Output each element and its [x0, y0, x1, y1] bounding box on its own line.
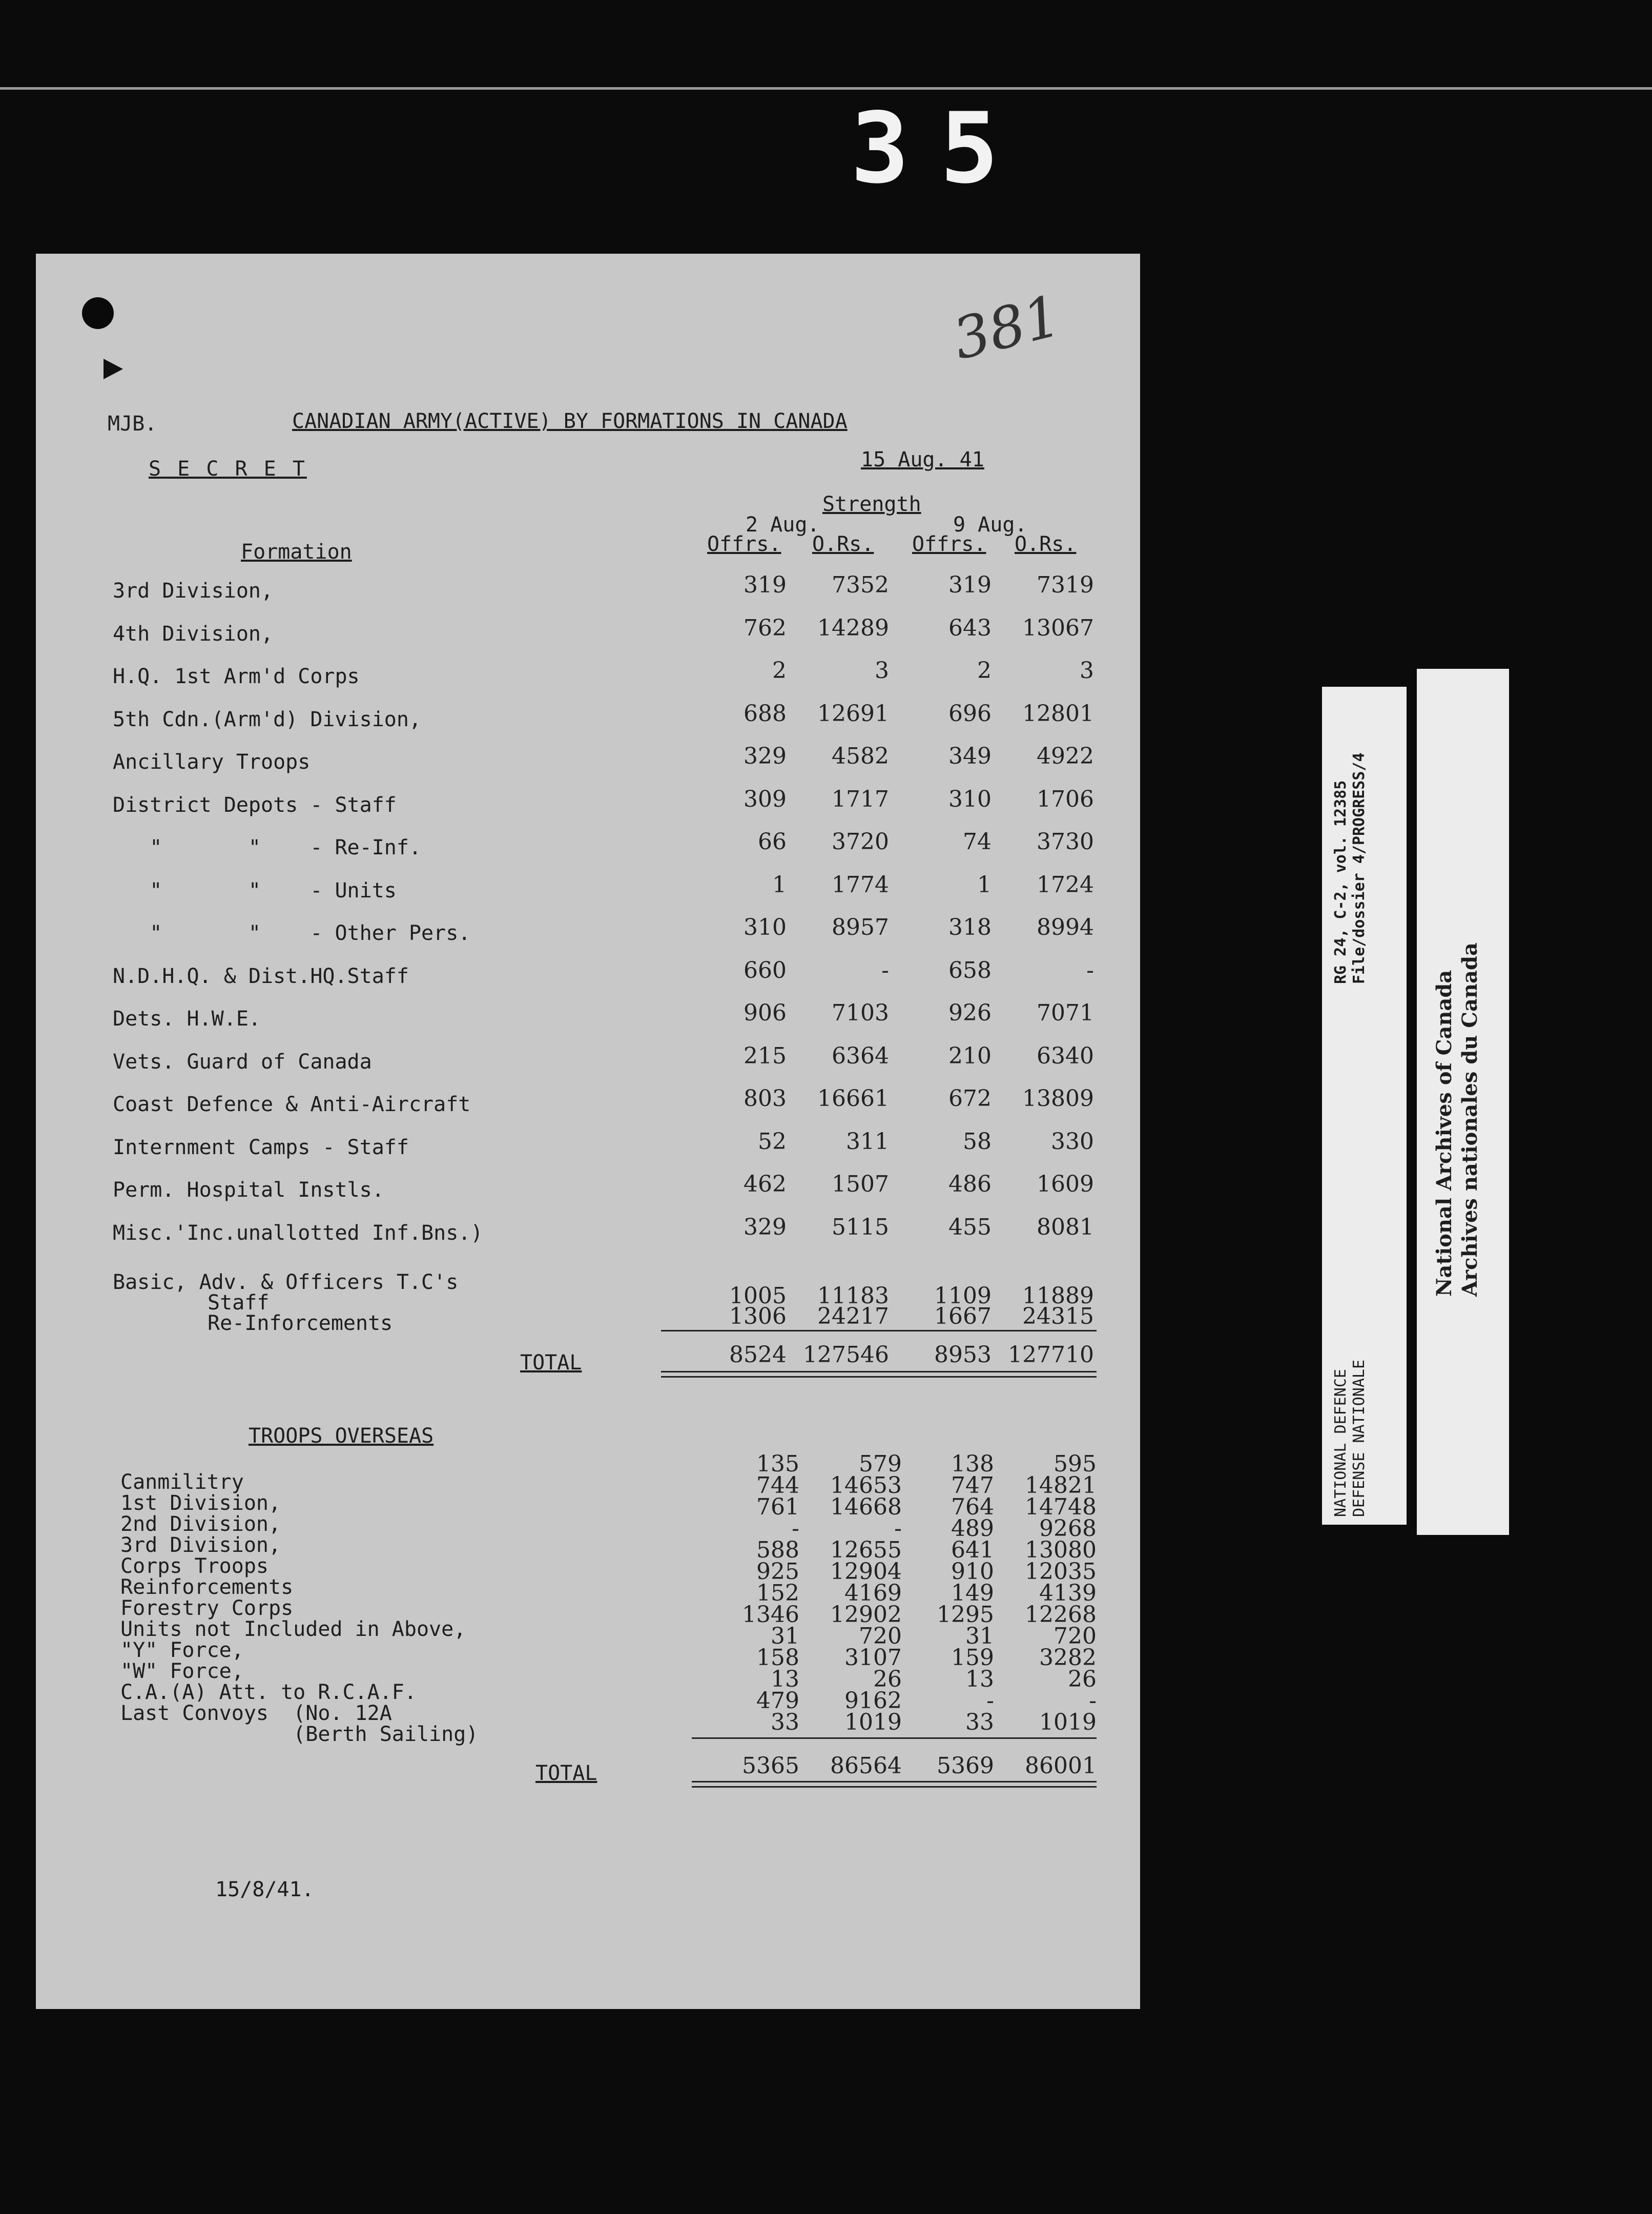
total-canada-label: TOTAL — [520, 1351, 582, 1375]
document-title: CANADIAN ARMY(ACTIVE) BY FORMATIONS IN CANADA — [292, 409, 848, 433]
formation-value-b: 7352 — [832, 572, 889, 598]
formation-value-a: 1 — [772, 871, 787, 898]
overseas-value-b: 720 — [859, 1623, 902, 1649]
basic-reinf-a: 1306 — [729, 1303, 787, 1329]
formation-value-d: 12801 — [1022, 700, 1094, 727]
overseas-value-c: 159 — [951, 1645, 994, 1671]
total-overseas-label: TOTAL — [535, 1761, 597, 1785]
formation-value-d: 3730 — [1037, 829, 1094, 855]
archive-name-en: National Archives of Canada — [1432, 970, 1456, 1297]
total-overseas-d: 86001 — [1025, 1753, 1097, 1779]
overseas-value-c: 149 — [951, 1580, 994, 1606]
formation-value-c: 643 — [948, 614, 992, 641]
formation-row — [36, 614, 1140, 653]
formation-value-b: 8957 — [832, 914, 889, 940]
initials: MJB. — [108, 412, 157, 436]
formation-value-a: 66 — [758, 829, 787, 855]
basic-staff-c: 1109 — [934, 1283, 992, 1309]
formation-row — [36, 914, 1140, 952]
basic-staff-label: Staff — [208, 1291, 270, 1315]
punch-hole — [82, 297, 114, 329]
total-canada-b: 127546 — [803, 1342, 889, 1368]
total-overseas-rule-1 — [692, 1781, 1097, 1782]
formation-label: Dets. H.W.E. — [113, 1007, 261, 1031]
formation-value-d: 8994 — [1037, 914, 1094, 940]
overseas-label: Corps Troops — [120, 1554, 269, 1578]
formation-value-c: 926 — [948, 1000, 992, 1026]
formation-value-c: 1 — [977, 871, 992, 898]
overseas-value-c: 138 — [951, 1451, 994, 1477]
overseas-value-c: 641 — [951, 1537, 994, 1563]
overseas-label: Last Convoys (No. 12A — [120, 1701, 392, 1725]
document-date: 15 Aug. 41 — [861, 448, 984, 471]
formation-value-a: 660 — [744, 957, 787, 983]
formation-value-a: 215 — [744, 1042, 787, 1069]
formation-value-d: 330 — [1051, 1128, 1094, 1155]
formation-value-c: 455 — [948, 1214, 992, 1240]
formation-value-b: 4582 — [832, 743, 889, 769]
overseas-value-c: 910 — [951, 1559, 994, 1585]
formation-label: 5th Cdn.(Arm'd) Division, — [113, 707, 422, 731]
footer-date: 15/8/41. — [215, 1878, 314, 1901]
overseas-value-d: - — [1089, 1688, 1097, 1714]
basic-label: Basic, Adv. & Officers T.C's — [113, 1270, 459, 1294]
formation-value-c: 658 — [948, 957, 992, 983]
overseas-value-b: 26 — [873, 1666, 902, 1692]
formation-row — [36, 1171, 1140, 1209]
formation-row — [36, 871, 1140, 910]
overseas-value-d: 14748 — [1025, 1494, 1097, 1520]
col-offrs-1: Offrs. — [707, 532, 781, 556]
formation-value-a: 462 — [744, 1171, 787, 1197]
formation-value-b: 14289 — [817, 614, 889, 641]
formation-value-d: - — [1086, 957, 1094, 983]
formation-value-a: 762 — [744, 614, 787, 641]
handwritten-folio-number: 381 — [946, 282, 1067, 373]
formation-value-a: 688 — [744, 700, 787, 727]
overseas-value-a: 925 — [756, 1559, 799, 1585]
formation-value-b: 6364 — [832, 1042, 889, 1069]
formation-value-d: 13067 — [1022, 614, 1094, 641]
overseas-value-b: 3107 — [844, 1645, 902, 1671]
total-canada-c: 8953 — [934, 1342, 992, 1368]
overseas-label: 1st Division, — [120, 1491, 281, 1515]
col-ors-1: O.Rs. — [812, 532, 874, 556]
formation-value-b: 16661 — [817, 1085, 889, 1112]
formation-row — [36, 1042, 1140, 1081]
overseas-value-d: 595 — [1054, 1451, 1097, 1477]
overseas-rule — [692, 1737, 1097, 1739]
overseas-value-a: 158 — [756, 1645, 799, 1671]
formation-value-a: 329 — [744, 743, 787, 769]
col-group-9aug: 9 Aug. — [953, 513, 1027, 537]
overseas-value-b: - — [894, 1515, 902, 1542]
total-canada-a: 8524 — [729, 1342, 787, 1368]
total-overseas-rule-2 — [692, 1786, 1097, 1788]
formation-label: Internment Camps - Staff — [113, 1135, 409, 1159]
overseas-value-a: 761 — [756, 1494, 799, 1520]
overseas-value-a: 33 — [771, 1709, 799, 1735]
ref-line-2: File/dossier 4/PROGRESS/4 — [1350, 752, 1368, 984]
formation-label: H.Q. 1st Arm'd Corps — [113, 665, 360, 688]
overseas-value-b: 14668 — [830, 1494, 902, 1520]
formation-row — [36, 829, 1140, 867]
total-overseas-a: 5365 — [742, 1753, 799, 1779]
overseas-value-d: 1019 — [1039, 1709, 1097, 1735]
total-canada-d: 127710 — [1008, 1342, 1094, 1368]
formation-value-c: 210 — [948, 1042, 992, 1069]
total-overseas-c: 5369 — [937, 1753, 994, 1779]
formation-value-a: 803 — [744, 1085, 787, 1112]
overseas-label: Forestry Corps — [120, 1596, 294, 1620]
total-overseas-b: 86564 — [830, 1753, 902, 1779]
document-page — [36, 254, 1140, 2009]
basic-reinf-c: 1667 — [934, 1303, 992, 1329]
formation-value-a: 310 — [744, 914, 787, 940]
overseas-value-c: 1295 — [937, 1602, 994, 1628]
formation-value-c: 318 — [948, 914, 992, 940]
formation-value-b: 1717 — [832, 786, 889, 812]
overseas-value-d: 720 — [1054, 1623, 1097, 1649]
formation-row — [36, 786, 1140, 824]
rule-before-total — [661, 1330, 1097, 1331]
col-group-2aug: 2 Aug. — [746, 513, 820, 537]
arrow-mark-icon — [104, 359, 123, 379]
basic-staff-b: 11183 — [817, 1283, 889, 1309]
overseas-label: "W" Force, — [120, 1659, 244, 1683]
formation-row — [36, 658, 1140, 695]
formation-value-b: 3 — [875, 658, 889, 684]
formation-row — [36, 1000, 1140, 1038]
formation-label: " " - Other Pers. — [113, 921, 471, 945]
formation-label: Perm. Hospital Instls. — [113, 1178, 384, 1202]
formation-value-b: 12691 — [817, 700, 889, 727]
formation-row — [36, 957, 1140, 995]
overseas-value-c: 764 — [951, 1494, 994, 1520]
overseas-label: 2nd Division, — [120, 1512, 281, 1536]
frame-number: 35 — [851, 92, 1029, 205]
overseas-value-d: 12035 — [1025, 1559, 1097, 1585]
total-canada-rule-1 — [661, 1371, 1097, 1372]
formation-value-c: 486 — [948, 1171, 992, 1197]
formation-value-c: 696 — [948, 700, 992, 727]
overseas-value-c: - — [986, 1688, 994, 1714]
overseas-value-c: 489 — [951, 1515, 994, 1542]
formation-value-b: 5115 — [832, 1214, 889, 1240]
overseas-value-a: 588 — [756, 1537, 799, 1563]
film-top-line — [0, 87, 1652, 90]
formation-value-a: 319 — [744, 572, 787, 598]
basic-reinf-label: Re-Inforcements — [208, 1311, 393, 1335]
overseas-value-a: 152 — [756, 1580, 799, 1606]
overseas-value-a: 31 — [771, 1623, 799, 1649]
overseas-label: 3rd Division, — [120, 1533, 281, 1557]
overseas-value-c: 33 — [965, 1709, 994, 1735]
archive-name-fr: Archives nationales du Canada — [1458, 942, 1482, 1297]
formation-row — [36, 572, 1140, 610]
archive-name-strip — [1417, 669, 1509, 1535]
formation-row — [36, 1085, 1140, 1123]
total-canada-rule-2 — [661, 1376, 1097, 1378]
basic-staff-a: 1005 — [729, 1283, 787, 1309]
formation-value-d: 4922 — [1037, 743, 1094, 769]
formation-row — [36, 1214, 1140, 1252]
overseas-label: (Berth Sailing) — [120, 1723, 479, 1746]
formation-label: " " - Re-Inf. — [113, 836, 422, 859]
overseas-value-a: - — [792, 1515, 799, 1542]
overseas-value-d: 3282 — [1039, 1645, 1097, 1671]
col-offrs-2: Offrs. — [912, 532, 986, 556]
overseas-value-b: 14653 — [830, 1472, 902, 1499]
formation-value-d: 3 — [1080, 658, 1094, 684]
formation-value-b: 1507 — [832, 1171, 889, 1197]
overseas-value-a: 744 — [756, 1472, 799, 1499]
formation-value-d: 1724 — [1037, 871, 1094, 898]
formation-value-d: 1609 — [1037, 1171, 1094, 1197]
overseas-label: Units not Included in Above, — [120, 1617, 466, 1641]
overseas-value-d: 14821 — [1025, 1472, 1097, 1499]
formation-value-c: 58 — [963, 1128, 992, 1155]
overseas-value-b: 12904 — [830, 1559, 902, 1585]
overseas-value-c: 747 — [951, 1472, 994, 1499]
col-ors-2: O.Rs. — [1015, 532, 1077, 556]
overseas-value-b: 1019 — [844, 1709, 902, 1735]
overseas-value-b: 12902 — [830, 1602, 902, 1628]
overseas-value-c: 13 — [965, 1666, 994, 1692]
strength-header: Strength — [822, 493, 921, 516]
formation-value-b: 7103 — [832, 1000, 889, 1026]
basic-reinf-d: 24315 — [1022, 1303, 1094, 1329]
formation-label: N.D.H.Q. & Dist.HQ.Staff — [113, 964, 409, 988]
overseas-value-d: 13080 — [1025, 1537, 1097, 1563]
formation-value-b: - — [881, 957, 889, 983]
formation-value-a: 309 — [744, 786, 787, 812]
formation-value-a: 329 — [744, 1214, 787, 1240]
ref-line-1: RG 24, C-2, vol. 12385 — [1332, 780, 1350, 984]
overseas-value-b: 9162 — [844, 1688, 902, 1714]
formation-value-d: 1706 — [1037, 786, 1094, 812]
formation-value-c: 74 — [963, 829, 992, 855]
overseas-value-d: 4139 — [1039, 1580, 1097, 1606]
formation-value-c: 2 — [977, 658, 992, 684]
formation-label: Ancillary Troops — [113, 750, 311, 774]
formation-label: District Depots - Staff — [113, 793, 397, 817]
overseas-value-a: 1346 — [742, 1602, 799, 1628]
formation-value-b: 1774 — [832, 871, 889, 898]
archive-reference-strip — [1322, 687, 1407, 1525]
dept-line-1: NATIONAL DEFENCE — [1332, 1369, 1350, 1517]
overseas-value-d: 26 — [1068, 1666, 1097, 1692]
formation-row — [36, 743, 1140, 781]
formation-value-b: 311 — [846, 1128, 889, 1155]
overseas-label: Reinforcements — [120, 1575, 294, 1599]
formation-value-d: 6340 — [1037, 1042, 1094, 1069]
formation-label: 3rd Division, — [113, 579, 274, 603]
overseas-value-b: 4169 — [844, 1580, 902, 1606]
dept-line-2: DEFENSE NATIONALE — [1350, 1359, 1368, 1517]
basic-staff-d: 11889 — [1022, 1283, 1094, 1309]
formation-value-a: 2 — [772, 658, 787, 684]
classification: S E C R E T — [149, 457, 307, 481]
basic-reinf-b: 24217 — [817, 1303, 889, 1329]
formation-value-c: 319 — [948, 572, 992, 598]
overseas-value-b: 579 — [859, 1451, 902, 1477]
overseas-label: "Y" Force, — [120, 1638, 244, 1662]
overseas-value-d: 12268 — [1025, 1602, 1097, 1628]
formation-value-d: 7071 — [1037, 1000, 1094, 1026]
formation-label: Misc.'Inc.unallotted Inf.Bns.) — [113, 1221, 483, 1245]
overseas-label: Canmilitry — [120, 1470, 244, 1494]
formation-label: 4th Division, — [113, 622, 274, 646]
formation-value-b: 3720 — [832, 829, 889, 855]
formation-value-d: 8081 — [1037, 1214, 1094, 1240]
overseas-value-b: 12655 — [830, 1537, 902, 1563]
formation-value-c: 310 — [948, 786, 992, 812]
formation-row — [36, 700, 1140, 739]
overseas-value-a: 135 — [756, 1451, 799, 1477]
overseas-value-d: 9268 — [1039, 1515, 1097, 1542]
formation-value-a: 52 — [758, 1128, 787, 1155]
overseas-value-a: 13 — [771, 1666, 799, 1692]
formation-label: Coast Defence & Anti-Aircraft — [113, 1093, 471, 1116]
formation-header: Formation — [241, 540, 352, 564]
overseas-title: TROOPS OVERSEAS — [249, 1424, 434, 1448]
formation-value-d: 13809 — [1022, 1085, 1094, 1112]
formation-value-d: 7319 — [1037, 572, 1094, 598]
formation-value-c: 349 — [948, 743, 992, 769]
overseas-label: C.A.(A) Att. to R.C.A.F. — [120, 1680, 417, 1704]
overseas-value-a: 479 — [756, 1688, 799, 1714]
formation-label: Vets. Guard of Canada — [113, 1050, 372, 1074]
formation-value-a: 906 — [744, 1000, 787, 1026]
overseas-value-c: 31 — [965, 1623, 994, 1649]
formation-label: " " - Units — [113, 878, 397, 903]
formation-row — [36, 1128, 1140, 1166]
formation-value-c: 672 — [948, 1085, 992, 1112]
